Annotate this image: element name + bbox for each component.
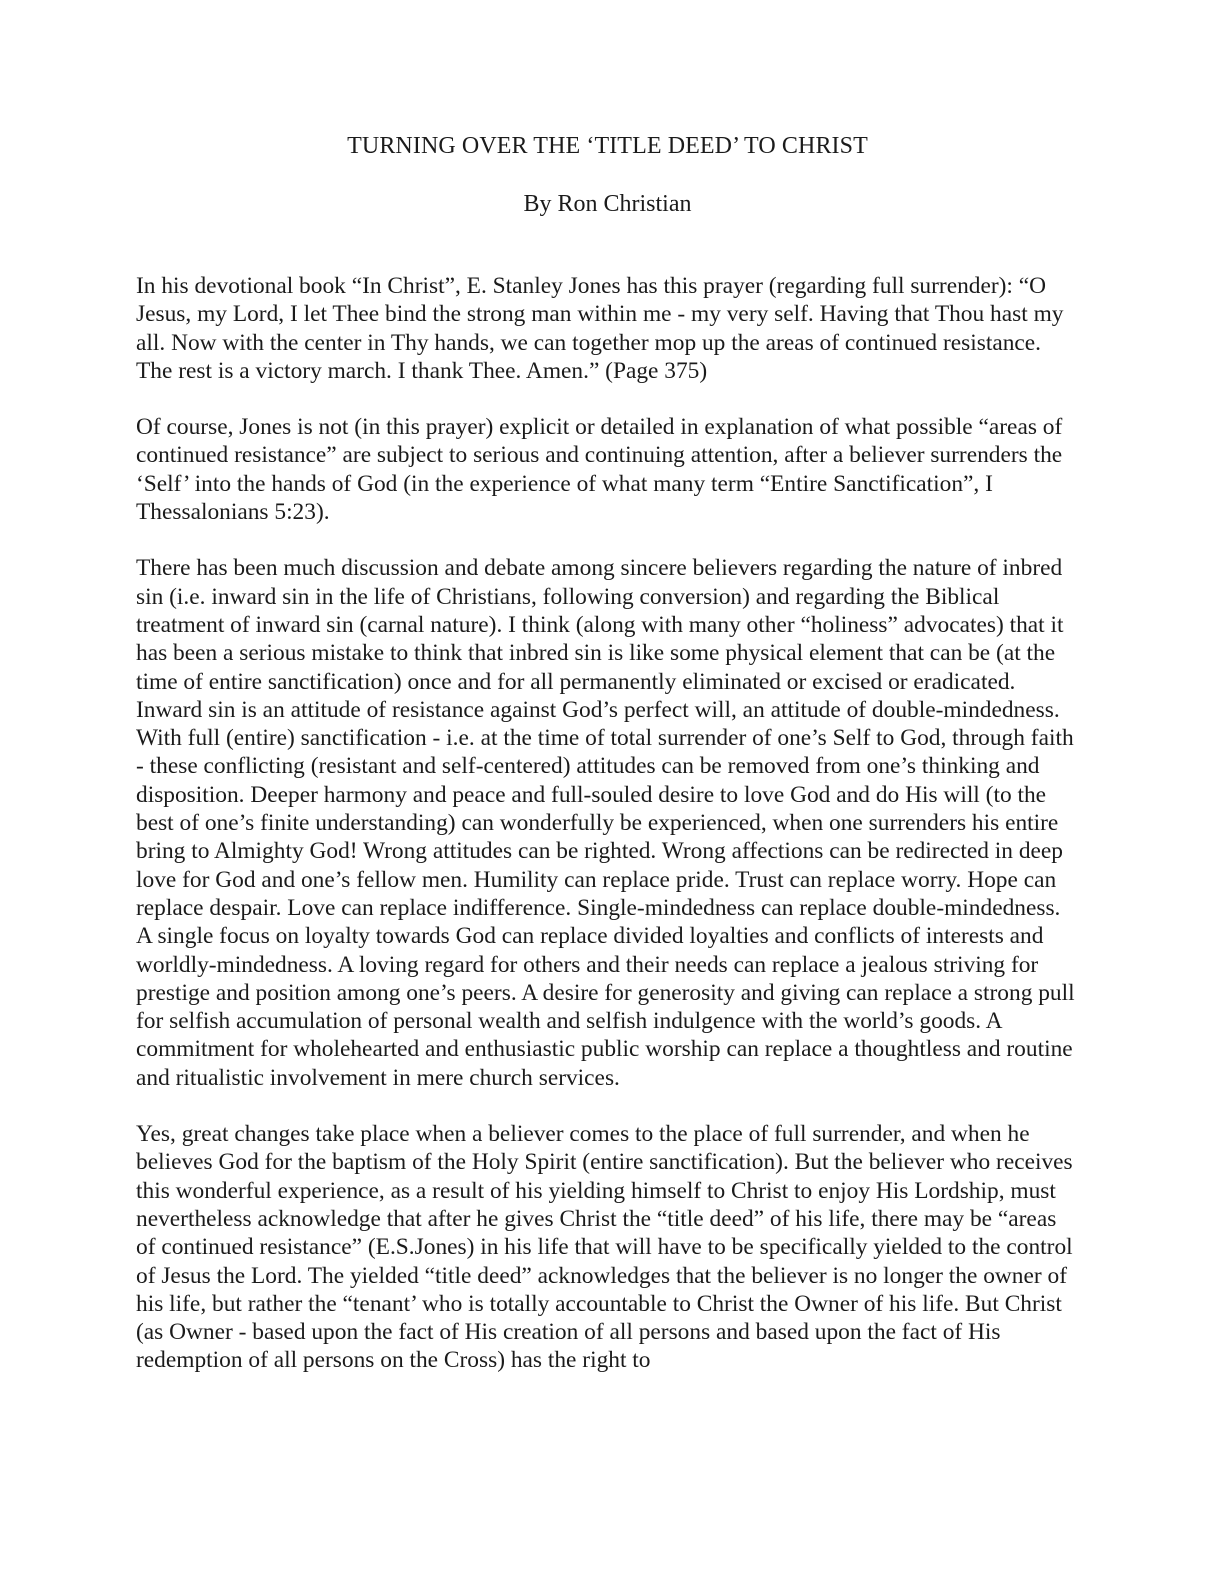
paragraph-2: Of course, Jones is not (in this prayer) explicit or detailed in explanation of what possible “areas of continued resistance” are subject to serious and continuing attention, after a believer surrenders the ‘Self’ into the hands of God (in the experience of what many term “Entire Sanctification”, I Thessalonians 5:23). (136, 414, 1063, 526)
paragraph-3: There has been much discussion and debate among sincere believers regarding the nature of inbred sin (i.e. inward sin in the life of Christians, following conversion) and regarding the Biblical treatment of inward sin (carnal nature). I think (along with many other “holiness” advocates) that it has been a serious mistake to think that inbred sin is like some physical element that can be (at the time of entire sanctification) once and for all permanently eliminated or excised or eradicated. Inward sin is an attitude of resistance against God’s perfect will, an attitude of double-mindedness. With full (entire) sanctification - i.e. at the time of total surrender of one’s Self to God, through faith - these conflicting (resistant and self-centered) attitudes can be removed from one’s thinking and disposition. Deeper harmony and peace and full-souled desire to love God and do His will (to the best of one’s finite understanding) can wonderfully be experienced, when one surrenders his entire bring to Almighty God! Wrong attitudes can be righted. Wrong affections can be redirected in deep love for God and one’s fellow men. Humility can replace pride. Trust can replace worry. Hope can replace despair. Love can replace indifference. Single-mindedness can replace double-mindedness. A single focus on loyalty towards God can replace divided loyalties and conflicts of interests and worldly-mindedness. A loving regard for others and their needs can replace a jealous striving for prestige and position among one’s peers. A desire for generosity and giving can replace a strong pull for selfish accumulation of personal wealth and selfish indulgence with the world’s goods. A commitment for wholehearted and enthusiastic public worship can replace a thoughtless and routine and ritualistic involvement in mere church services. (136, 555, 1075, 1091)
document-title: TURNING OVER THE ‘TITLE DEED’ TO CHRIST (347, 133, 868, 159)
paragraph-4: Yes, great changes take place when a believer comes to the place of full surrender, and when he believes God for the baptism of the Holy Spirit (entire sanctification). But the believer who receives this wonderful experience, as a result of his yielding himself to Christ to enjoy His Lordship, must nevertheless acknowledge that after he gives Christ the “title deed” of his life, there may be “areas of continued resistance” (E.S.Jones) in his life that will have to be specifically yielded to the control of Jesus the Lord. The yielded “title deed” acknowledges that the believer is no longer the owner of his life, but rather the “tenant’ who is totally accountable to Christ the Owner of his life. But Christ (as Owner - based upon the fact of His creation of all persons and based upon the fact of His redemption of all persons on the Cross) has the right to (136, 1121, 1073, 1374)
document-body (136, 272, 1076, 1375)
paragraph-1: In his devotional book “In Christ”, E. Stanley Jones has this prayer (regarding full surrender): “O Jesus, my Lord, I let Thee bind the strong man within me - my very self. Having that Thou hast my all. Now with the center in Thy hands, we can together mop up the areas of continued resistance. The rest is a victory march. I thank Thee. Amen.” (Page 375) (136, 273, 1064, 384)
document-byline: By Ron Christian (523, 191, 692, 217)
